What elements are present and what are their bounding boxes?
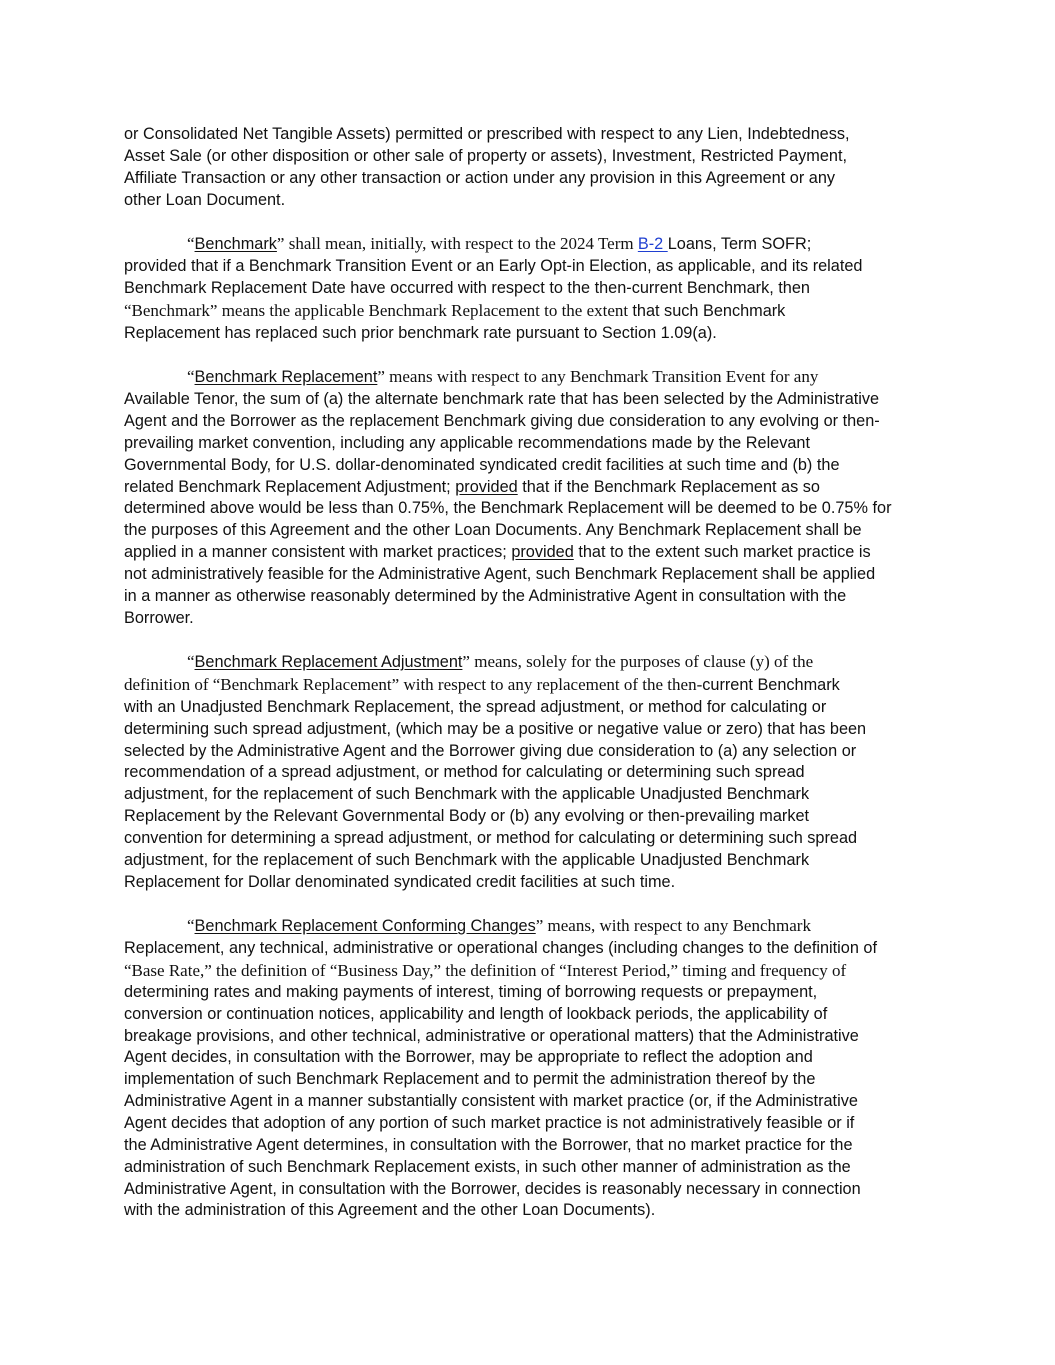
- text-line: Governmental Body, for U.S. dollar-denominated syndicated credit facilities at such time and (b) the: [124, 455, 840, 474]
- text-line: Benchmark Replacement Date have occurred with respect to the then-current Benchmark, then: [124, 278, 810, 297]
- lead-text: ” means with respect to any Benchmark Transition Event for any: [377, 367, 819, 387]
- definition-lead-line: [124, 915, 936, 938]
- text-line: the Administrative Agent determines, in consultation with the Borrower, that no market practice for the: [124, 1135, 853, 1154]
- text-line: determined above would be less than 0.75%, the Benchmark Replacement will be deemed to be 0.75% for: [124, 499, 892, 518]
- text-line: Agent and the Borrower as the replacement Benchmark giving due consideration to any evolving or then-: [124, 411, 880, 430]
- defined-term: Benchmark Replacement: [194, 368, 378, 387]
- text-line: adjustment, for the replacement of such Benchmark with the applicable Unadjusted Benchmark: [124, 850, 810, 869]
- text-line: Administrative Agent in a manner substantially consistent with market practice (or, if the Administrative: [124, 1092, 858, 1111]
- document-page: [124, 124, 936, 1244]
- text-line: “Base Rate,” the definition of “Business Day,” the definition of “Interest Period,” timing and frequency of: [124, 961, 847, 981]
- benchmark-replacement-definition: [124, 366, 936, 629]
- text-line: not administratively feasible for the Administrative Agent, such Benchmark Replacement shall be applied: [124, 564, 876, 583]
- text-line: [124, 300, 936, 323]
- lead-text: ” means, solely for the purposes of clause (y) of the: [462, 652, 814, 672]
- text-line: implementation of such Benchmark Replacement and to permit the administration thereof by the: [124, 1070, 816, 1089]
- text-segment: applied in a manner consistent with market practices;: [124, 543, 512, 562]
- open-quote: “: [187, 367, 195, 387]
- text-line: Asset Sale (or other disposition or other sale of property or assets), Investment, Restricted Payment,: [124, 146, 848, 165]
- text-segment: related Benchmark Replacement Adjustment;: [124, 477, 456, 496]
- lead-text-rest: Loans, Term SOFR;: [667, 235, 812, 254]
- text-line: prevailing market convention, including any applicable recommendations made by the Relevant: [124, 433, 811, 452]
- defined-term: Benchmark Replacement Conforming Changes: [194, 917, 536, 936]
- text-line: provided that if a Benchmark Transition Event or an Early Opt-in Election, as applicable, and its related: [124, 257, 863, 276]
- text-line: determining such spread adjustment, (which may be a positive or negative value or zero) that has been: [124, 719, 867, 738]
- defined-term: Benchmark Replacement Adjustment: [194, 653, 463, 672]
- benchmark-replacement-conforming-changes-definition: [124, 915, 936, 1222]
- text-line: Borrower.: [124, 608, 194, 627]
- open-quote: “: [187, 234, 195, 254]
- text-line: with an Unadjusted Benchmark Replacement, the spread adjustment, or method for calculating or: [124, 697, 827, 716]
- text-line: convention for determining a spread adjustment, or method for calculating or determining such spread: [124, 829, 858, 847]
- text-line: breakage provisions, and other technical, administrative or operational matters) that the Administrative: [124, 1026, 859, 1045]
- text-line: selected by the Administrative Agent and the Borrower giving due consideration to (a) any selection or: [124, 741, 857, 760]
- serif-segment: definition of “Benchmark Replacement” with respect to any replacement of the then-: [124, 675, 703, 695]
- text-line: Affiliate Transaction or any other transaction or action under any provision in this Agreement or any: [124, 168, 836, 187]
- lead-text: ” means, with respect to any Benchmark: [535, 916, 811, 936]
- text-line: with the administration of this Agreement and the other Loan Documents).: [124, 1201, 656, 1220]
- defined-term: Benchmark: [194, 235, 277, 254]
- definition-lead-line: [124, 233, 936, 256]
- provided-term: provided: [455, 477, 518, 496]
- open-quote: “: [187, 652, 195, 672]
- text-segment: that to the extent such market practice is: [573, 543, 871, 562]
- text-line: Agent decides that adoption of any portion of such market practice is not administratively feasible or if: [124, 1113, 855, 1132]
- benchmark-replacement-adjustment-definition: [124, 651, 936, 893]
- intro-paragraph: [124, 124, 936, 211]
- open-quote: “: [187, 916, 195, 936]
- text-line: conversion or continuation notices, applicability and length of lookback periods, the applicability of: [124, 1004, 828, 1023]
- text-line: recommendation of a spread adjustment, or method for calculating or determining such spread: [124, 763, 805, 782]
- text-line: Replacement for Dollar denominated syndicated credit facilities at such time.: [124, 872, 676, 891]
- lead-text: ” shall mean, initially, with respect to the 2024 Term: [276, 234, 638, 254]
- text-line: Available Tenor, the sum of (a) the alternate benchmark rate that has been selected by the Administrative: [124, 390, 880, 409]
- text-line: Administrative Agent, in consultation with the Borrower, decides is reasonably necessary in connection: [124, 1179, 861, 1198]
- term-link[interactable]: B-2: [637, 235, 668, 254]
- text-line: Replacement, any technical, administrative or operational changes (including changes to the definition of: [124, 939, 878, 958]
- text-line: Agent decides, in consultation with the Borrower, may be appropriate to reflect the adoption and: [124, 1048, 813, 1067]
- text-line: [124, 542, 936, 564]
- text-line: [124, 674, 936, 697]
- benchmark-definition: [124, 233, 936, 344]
- provided-term: provided: [511, 543, 574, 562]
- text-line: administration of such Benchmark Replacement exists, in such other manner of administration as the: [124, 1157, 851, 1176]
- text-line: Replacement by the Relevant Governmental Body or (b) any evolving or then-prevailing market: [124, 807, 810, 826]
- sans-segment: current Benchmark: [702, 676, 840, 695]
- text-line: [124, 477, 936, 499]
- serif-segment: “Benchmark” means the applicable Benchmark Replacement to the extent: [124, 300, 633, 320]
- text-line: adjustment, for the replacement of such Benchmark with the applicable Unadjusted Benchmark: [124, 785, 810, 804]
- definition-lead-line: [124, 366, 936, 389]
- text-line: the purposes of this Agreement and the other Loan Documents. Any Benchmark Replacement shall be: [124, 521, 862, 540]
- definition-lead-line: [124, 651, 936, 674]
- sans-segment: that such Benchmark: [632, 301, 786, 320]
- text-line: Replacement has replaced such prior benchmark rate pursuant to Section 1.09(a).: [124, 323, 717, 342]
- text-segment: that if the Benchmark Replacement as so: [517, 477, 820, 496]
- text-line: or Consolidated Net Tangible Assets) permitted or prescribed with respect to any Lien, Indebtedness,: [124, 125, 850, 143]
- text-line: determining rates and making payments of interest, timing of borrowing requests or prepayment,: [124, 982, 818, 1001]
- text-line: other Loan Document.: [124, 190, 286, 209]
- text-line: in a manner as otherwise reasonably determined by the Administrative Agent in consultation with the: [124, 586, 847, 605]
